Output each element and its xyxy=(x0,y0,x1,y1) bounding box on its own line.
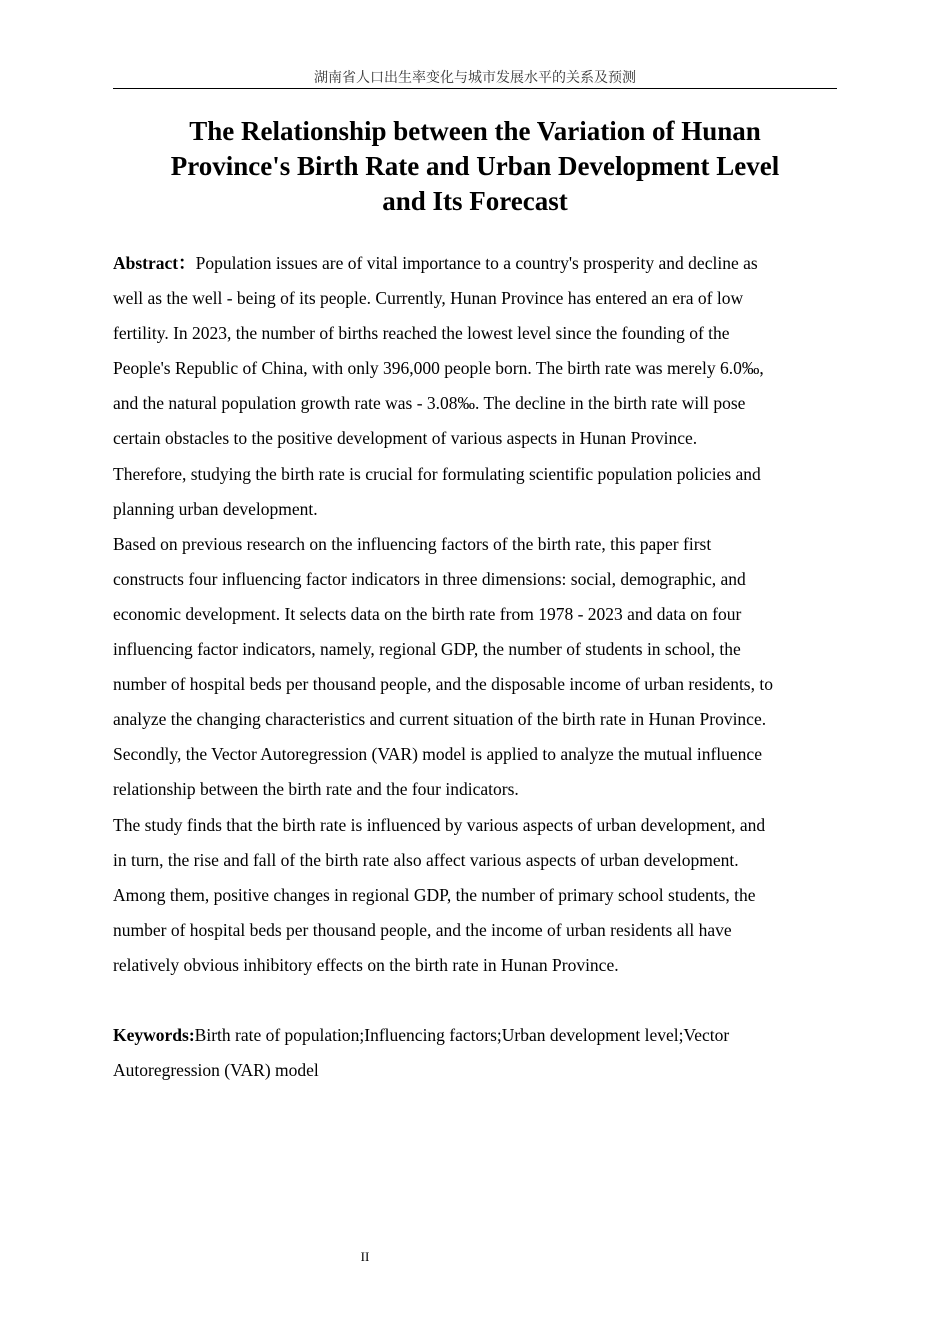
abstract-label: Abstract： xyxy=(113,253,196,273)
abstract-line: economic development. It selects data on the birth rate from 1978 - 2023 and data on four xyxy=(113,603,742,624)
abstract-line: well as the well - being of its people. Currently, Hunan Province has entered an era of low xyxy=(113,288,744,309)
abstract-line xyxy=(113,246,837,281)
abstract-paragraph-3 xyxy=(113,808,837,983)
abstract-line: certain obstacles to the positive development of various aspects in Hunan Province. xyxy=(113,428,698,449)
keywords-line xyxy=(113,1018,837,1053)
abstract-line: analyze the changing characteristics and current situation of the birth rate in Hunan Province. xyxy=(113,709,767,730)
title-line: The Relationship between the Variation of Hunan xyxy=(189,116,761,146)
abstract-line: relatively obvious inhibitory effects on the birth rate in Hunan Province. xyxy=(113,954,619,975)
header-rule xyxy=(113,88,837,89)
keywords-text: Birth rate of population;Influencing factors;Urban development level;Vector xyxy=(194,1025,730,1045)
abstract-section xyxy=(113,246,837,983)
abstract-line: in turn, the rise and fall of the birth rate also affect various aspects of urban development. xyxy=(113,849,739,870)
title-line: and Its Forecast xyxy=(382,186,568,216)
paper-title xyxy=(113,114,837,219)
keywords-label: Keywords: xyxy=(113,1025,195,1045)
abstract-line: Among them, positive changes in regional GDP, the number of primary school students, the xyxy=(113,884,756,905)
abstract-line: and the natural population growth rate was - 3.08‰. The decline in the birth rate will pose xyxy=(113,393,746,414)
abstract-text: Population issues are of vital importance to a country's prosperity and decline as xyxy=(195,253,758,273)
abstract-line: constructs four influencing factor indicators in three dimensions: social, demographic, and xyxy=(113,568,746,589)
abstract-line: planning urban development. xyxy=(113,498,318,519)
keywords-section xyxy=(113,1018,837,1088)
page-number: II xyxy=(360,1249,370,1264)
abstract-line: number of hospital beds per thousand people, and the income of urban residents all have xyxy=(113,919,732,940)
abstract-paragraph-1 xyxy=(113,246,837,527)
running-header: 湖南省人口出生率变化与城市发展水平的关系及预测 xyxy=(314,70,636,86)
abstract-line: Based on previous research on the influencing factors of the birth rate, this paper first xyxy=(113,533,712,554)
abstract-line: number of hospital beds per thousand people, and the disposable income of urban residents, to xyxy=(113,674,773,695)
abstract-line: People's Republic of China, with only 396,000 people born. The birth rate was merely 6.0‰, xyxy=(113,358,764,379)
abstract-line: influencing factor indicators, namely, regional GDP, the number of students in school, the xyxy=(113,639,741,660)
abstract-line: fertility. In 2023, the number of births reached the lowest level since the founding of the xyxy=(113,323,730,344)
abstract-line: Therefore, studying the birth rate is crucial for formulating scientific population policies and xyxy=(113,463,761,484)
abstract-line: The study finds that the birth rate is influenced by various aspects of urban development, and xyxy=(113,814,766,835)
abstract-line: relationship between the birth rate and the four indicators. xyxy=(113,779,519,800)
keywords-line: Autoregression (VAR) model xyxy=(113,1060,319,1081)
title-line: Province's Birth Rate and Urban Development Level xyxy=(170,151,780,181)
abstract-line: Secondly, the Vector Autoregression (VAR) model is applied to analyze the mutual influence xyxy=(113,744,762,765)
abstract-paragraph-2 xyxy=(113,527,837,808)
